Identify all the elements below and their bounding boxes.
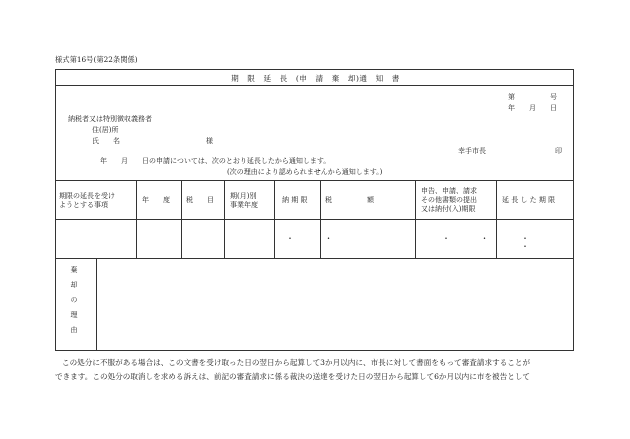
honorific: 様	[206, 137, 213, 145]
header-period: 期(月)別 事業年度	[230, 192, 258, 209]
issue-date: 年 月 日	[508, 104, 557, 112]
filing-deadline-dots: ・ ・	[442, 234, 503, 243]
rejection-label-divider	[96, 258, 97, 351]
appeal-notice-line2: できます。この処分の取消しを求める訴えは、前記の審査請求に係る裁決の送達を受けた日の翌日から起算して6か月以内に市を被告として	[55, 372, 531, 381]
address-label: 住(居)所	[92, 126, 119, 134]
notice-body-line2: (次の理由により認められませんから通知します。)	[227, 168, 383, 176]
document-number: 第 号	[508, 93, 557, 101]
header-filing-deadline: 申告、申請、請求 その他書類の提出 又は納付(入)期限	[421, 187, 477, 213]
rejection-reason-label: 棄却の理由	[70, 266, 78, 341]
seal-mark: 印	[555, 147, 562, 155]
header-tax-item: 税 目	[186, 196, 214, 204]
form-number-label: 様式第16号(第22条関係)	[55, 55, 138, 64]
appeal-notice-line1: この処分に不服がある場合は、この文書を受け取った日の翌日から起算して3か月以内に、市長に対して書面をもって審査請求することが	[62, 358, 531, 367]
col-divider	[181, 180, 182, 258]
form-title: 期 限 延 長 (申 請 棄 却)通 知 書	[231, 74, 400, 83]
title-divider	[56, 85, 573, 86]
col-divider	[274, 180, 275, 258]
col-divider	[320, 180, 321, 258]
taxpayer-label: 納税者又は特別徴収義務者	[68, 115, 152, 123]
col-divider	[136, 180, 137, 258]
issuer-name: 幸手市長	[458, 147, 486, 155]
name-label: 氏 名	[92, 137, 120, 145]
header-extended-deadline: 延 長 し た 期 限	[502, 196, 556, 204]
header-fiscal-year: 年 度	[142, 196, 170, 204]
due-date-dots: ・ ・	[286, 234, 347, 243]
col-divider	[496, 180, 497, 258]
col-divider	[224, 180, 225, 258]
header-due-date: 納 期 限	[282, 196, 308, 204]
extended-deadline-dots: ・ ・	[521, 234, 543, 251]
col-divider	[415, 180, 416, 258]
notice-body-line1: 年 月 日の申請については、次のとおり延長したから通知します。	[100, 157, 331, 165]
header-extension-matter: 期限の延長を受け ようとする事項	[59, 192, 115, 209]
table-row-bottom	[56, 258, 573, 259]
header-tax-amount: 税 額	[325, 196, 374, 204]
notice-form-frame	[55, 69, 574, 351]
